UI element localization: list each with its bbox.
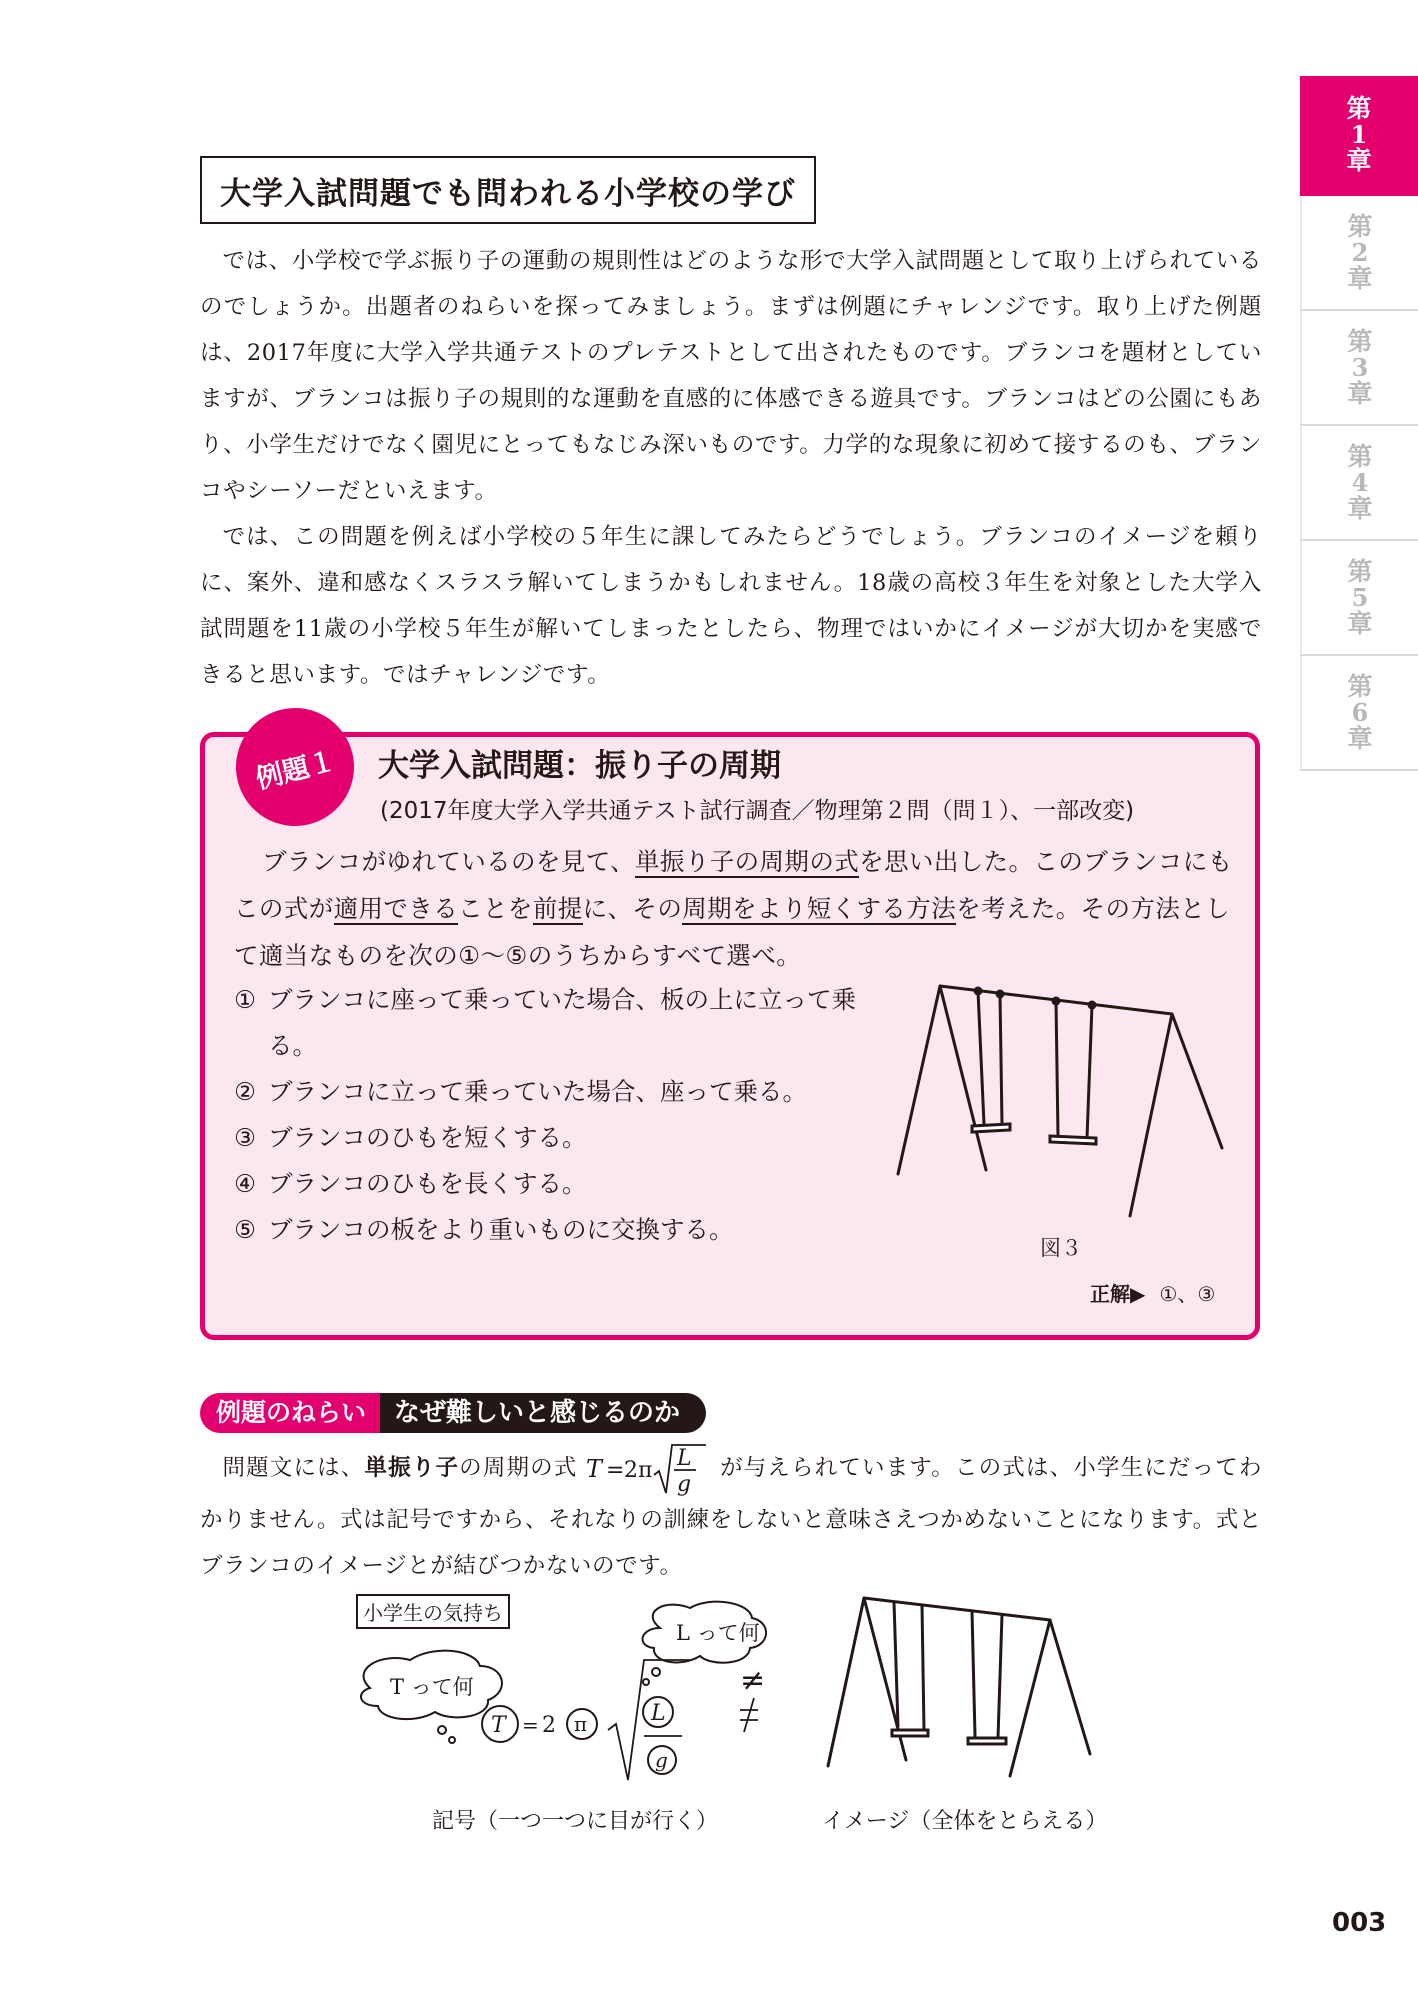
text-run: 問題文には、 — [222, 1455, 365, 1481]
tab-label: 章 — [1347, 263, 1373, 293]
figure-caption: 図３ — [1040, 1236, 1082, 1260]
section-title: 大学入試問題でも問われる小学校の学び — [200, 156, 816, 224]
explanation-text — [200, 1441, 1262, 1589]
formula-pi: π — [637, 1458, 653, 1483]
symbol-equals: = — [522, 1713, 539, 1737]
intro-text — [200, 238, 1262, 698]
tab-number: 5 — [1351, 582, 1369, 612]
tab-number: 2 — [1351, 237, 1369, 267]
formula-L: L — [676, 1446, 692, 1471]
tab-label: 章 — [1347, 608, 1373, 638]
tab-label: 第 — [1346, 94, 1372, 123]
paragraph — [200, 1441, 1262, 1589]
example-source: (2017年度大学入学共通テスト試行調査／物理第２問（問１）、一部改変) — [380, 798, 1135, 824]
tab-label: 章 — [1347, 493, 1373, 523]
symbol-L: L — [651, 1701, 666, 1726]
underlined-text: 前提 — [532, 894, 583, 923]
tab-label: 第 — [1347, 326, 1373, 356]
bubble-L-text: L って何 — [676, 1621, 760, 1645]
question-text: ことを — [458, 894, 533, 923]
answer-value: ①、③ — [1159, 1282, 1216, 1306]
formula-T: T — [585, 1455, 603, 1483]
underlined-text: 周期をより短くする方法 — [682, 894, 957, 923]
option-4 — [234, 1161, 874, 1207]
text-run: の周期の式 — [459, 1455, 578, 1481]
option-3 — [234, 1115, 874, 1161]
option-5 — [234, 1207, 874, 1253]
option-mark: ④ — [234, 1169, 256, 1198]
tab-label: 第 — [1347, 211, 1373, 241]
caption-symbol: 記号（一つ一つに目が行く） — [432, 1809, 719, 1834]
symbol-two: 2 — [542, 1713, 556, 1738]
tab-number: 3 — [1351, 352, 1369, 382]
tab-chapter-4[interactable] — [1300, 426, 1418, 541]
question-text: を考えた。その方法として適当なものを次の①～⑤のうちからすべて選べ。 — [234, 894, 1231, 970]
not-equal-sign: ≠ — [740, 1663, 766, 1698]
formula-symbols-illustration — [340, 1600, 780, 1800]
aim-title: なぜ難しいと感じるのか — [380, 1393, 706, 1433]
caption-image: イメージ（全体をとらえる） — [822, 1809, 1108, 1834]
formula-g: g — [676, 1472, 692, 1497]
tab-chapter-5[interactable] — [1300, 541, 1418, 656]
formula-two: 2 — [623, 1458, 639, 1483]
example-badge: 例題１ — [223, 695, 366, 838]
kid-feeling-label: 小学生の気持ち — [356, 1594, 510, 1629]
answer-line — [1090, 1278, 1215, 1307]
paragraph: では、小学校で学ぶ振り子の運動の規則性はどのような形で大学入試問題として取り上げられているのでしょうか。出題者のねらいを探ってみましょう。まずは例題にチャレンジです。取り上げた例題は、2017年度に大学入学共通テストのプレテストとして出されたものです。ブランコを題材としていますが、ブランコは振り子の規則的な運動を直感的に体感できる遊具です。ブランコはどの公園にもあり、小学生だけでなく園児にとってもなじみ深いものです。力学的な現象に初めて接するのも、ブランコやシーソーだといえます。 — [200, 248, 1263, 504]
tab-number: 4 — [1351, 467, 1369, 497]
tab-label: 章 — [1347, 378, 1373, 408]
paragraph: では、この問題を例えば小学校の５年生に課してみたらどうでしょう。ブランコのイメージを頼りに、案外、違和感なくスラスラ解いてしまうかもしれません。18歳の高校３年生を対象とした大学入試問題を11歳の小学校５年生が解いてしまったとしたら、物理ではいかにイメージが大切かを実感できると思います。ではチャレンジです。 — [200, 524, 1262, 688]
bubble-T-text: T って何 — [390, 1675, 474, 1699]
tab-label: 第 — [1347, 556, 1373, 586]
question-text: を思い出した。このブランコにもこの式が — [234, 847, 1233, 923]
option-mark: ③ — [234, 1123, 256, 1152]
aim-label: 例題のねらい — [200, 1393, 380, 1433]
option-1 — [234, 977, 874, 1069]
example-question — [234, 838, 1234, 979]
example-title: 大学入試問題：振り子の周期 — [378, 748, 781, 784]
symbol-pi: π — [574, 1712, 588, 1736]
text-run: が与えられています。この式は、小学生にだってわかりません。式は記号ですから、それなりの訓練をしないと意味さえつかめないことになります。式とブランコのイメージとが結びつかないのです。 — [200, 1455, 1262, 1579]
option-text: ブランコの板をより重いものに交換する。 — [268, 1215, 734, 1244]
answer-label: 正解▶ — [1090, 1282, 1146, 1306]
symbol-g: g — [655, 1748, 668, 1772]
tab-chapter-2[interactable] — [1300, 196, 1418, 311]
question-text: に、その — [582, 894, 683, 923]
formula-equals: = — [605, 1458, 625, 1483]
underlined-text: 単振り子の周期の式 — [635, 847, 860, 876]
option-text: ブランコに立って乗っていた場合、座って乗る。 — [268, 1077, 807, 1106]
tab-chapter-6[interactable] — [1300, 656, 1418, 771]
bold-term: 単振り子 — [364, 1455, 460, 1481]
option-mark: ⑤ — [234, 1215, 256, 1244]
underlined-text: 適用できる — [333, 894, 459, 923]
tab-number: 6 — [1351, 697, 1369, 727]
tab-label: 第 — [1347, 441, 1373, 471]
tab-label: 第 — [1347, 671, 1373, 701]
option-mark: ① — [234, 985, 256, 1014]
option-text: ブランコのひもを短くする。 — [268, 1123, 587, 1152]
option-2 — [234, 1069, 874, 1115]
option-text: ブランコのひもを長くする。 — [268, 1169, 587, 1198]
option-text: ブランコに座って乗っていた場合、板の上に立って乗る。 — [268, 985, 856, 1060]
swing-set-illustration — [890, 974, 1230, 1224]
answer-options — [234, 977, 874, 1253]
swing-image-illustration — [740, 1590, 1100, 1780]
chapter-tabs — [1300, 76, 1418, 771]
question-text: ブランコがゆれているのを見て、 — [262, 847, 636, 876]
option-mark: ② — [234, 1077, 256, 1106]
aim-heading — [200, 1393, 706, 1433]
tab-chapter-3[interactable] — [1300, 311, 1418, 426]
tab-chapter-1[interactable] — [1300, 76, 1418, 196]
tab-label: 章 — [1347, 723, 1373, 753]
symbol-T: T — [491, 1713, 506, 1738]
tab-number: 1 — [1350, 120, 1368, 149]
pendulum-period-formula — [584, 1441, 714, 1497]
page-number: 003 — [1332, 1908, 1387, 1938]
tab-label: 章 — [1346, 146, 1372, 175]
